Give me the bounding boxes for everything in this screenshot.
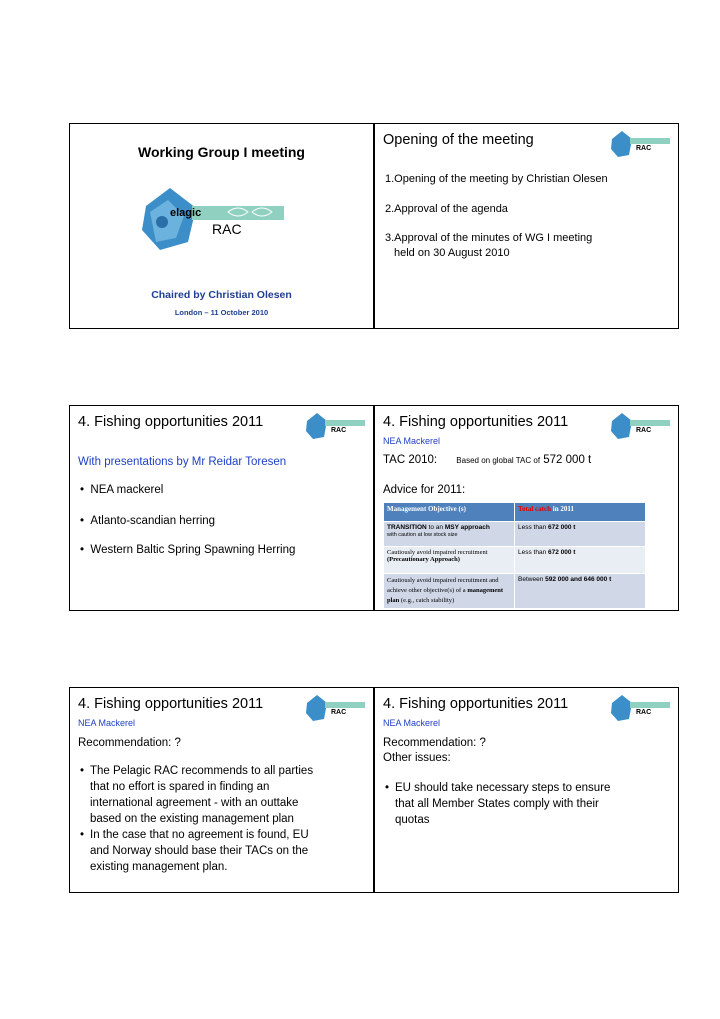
slide-title: 4. Fishing opportunities 2011 bbox=[78, 414, 264, 430]
slide-3 bbox=[69, 405, 374, 611]
table-row: Cautiously avoid impaired recruitment and achieve other objective(s) of a management plan (e.g., catch stability) Between 592 000 and 646 000 t bbox=[384, 574, 646, 609]
recommendation-label: Recommendation: ? bbox=[383, 737, 486, 749]
recommendation-label: Recommendation: ? bbox=[78, 737, 181, 749]
pelagic-rac-logo-small bbox=[305, 693, 365, 723]
table-header-objective: Management Objective (s) bbox=[384, 503, 515, 522]
slide-subtitle: NEA Mackerel bbox=[383, 718, 441, 728]
slide-title: Working Group I meeting bbox=[138, 144, 305, 160]
slide-subtitle: NEA Mackerel bbox=[383, 436, 441, 446]
slide-title: 4. Fishing opportunities 2011 bbox=[383, 696, 569, 712]
bullet-item: • Western Baltic Spring Spawning Herring bbox=[80, 544, 296, 556]
slide-title: 4. Fishing opportunities 2011 bbox=[383, 414, 569, 430]
pelagic-rac-logo-small bbox=[610, 693, 670, 723]
slide-1 bbox=[69, 123, 374, 329]
agenda-item-3-cont: held on 30 August 2010 bbox=[394, 247, 510, 259]
slide-5 bbox=[69, 687, 374, 893]
agenda-item-2: 2.Approval of the agenda bbox=[385, 203, 508, 215]
bullet-list: • The Pelagic RAC recommends to all parties that no effort is spared in finding an international agreement - with an outtake based on the existing management plan • In the case that no agreement is found, EU and Norway should base their TACs on the existing management plan. bbox=[80, 765, 314, 873]
svg-text:RAC: RAC bbox=[212, 221, 242, 237]
pelagic-rac-logo-small bbox=[610, 129, 670, 159]
slide-6 bbox=[374, 687, 679, 893]
advice-label: Advice for 2011: bbox=[383, 484, 466, 496]
chaired-by: Chaired by Christian Olesen bbox=[151, 289, 292, 301]
table-row: TRANSITION to an MSY approach with caution at low stock size Less than 672 000 t bbox=[384, 522, 646, 547]
svg-text:RAC: RAC bbox=[636, 145, 652, 152]
agenda-item-1: 1.Opening of the meeting by Christian Olesen bbox=[385, 173, 608, 185]
agenda-item-3: 3.Approval of the minutes of WG I meeting bbox=[385, 232, 593, 244]
svg-text:RAC: RAC bbox=[636, 709, 652, 716]
pelagic-rac-logo-small bbox=[610, 411, 670, 441]
slide-title: Opening of the meeting bbox=[383, 132, 534, 148]
slide-title: 4. Fishing opportunities 2011 bbox=[78, 696, 264, 712]
bullet-item: • Atlanto-scandian herring bbox=[80, 515, 216, 527]
advice-table bbox=[383, 502, 646, 609]
table-header-catch: Total catch in 2011 bbox=[515, 503, 646, 522]
svg-text:RAC: RAC bbox=[636, 427, 652, 434]
slide-2 bbox=[374, 123, 679, 329]
pelagic-rac-logo-small bbox=[305, 411, 365, 441]
bullet-item: • NEA mackerel bbox=[80, 484, 164, 496]
table-row: Cautiously avoid impaired recruitment (Precautionary Approach) Less than 672 000 t bbox=[384, 547, 646, 574]
slide-subtitle: NEA Mackerel bbox=[78, 718, 136, 728]
bullet-list: • EU should take necessary steps to ensure that all Member States comply with their quotas bbox=[385, 782, 611, 826]
svg-text:RAC: RAC bbox=[331, 709, 347, 716]
tac-line: TAC 2010: Based on global TAC of 572 000 t bbox=[383, 454, 592, 466]
pelagic-rac-logo bbox=[140, 182, 290, 254]
other-issues-label: Other issues: bbox=[383, 752, 451, 764]
svg-text:RAC: RAC bbox=[331, 427, 347, 434]
svg-text:elagic: elagic bbox=[170, 207, 202, 219]
slide-4 bbox=[374, 405, 679, 611]
meeting-date: London – 11 October 2010 bbox=[174, 308, 269, 317]
presenter-line: With presentations by Mr Reidar Toresen bbox=[78, 456, 287, 468]
